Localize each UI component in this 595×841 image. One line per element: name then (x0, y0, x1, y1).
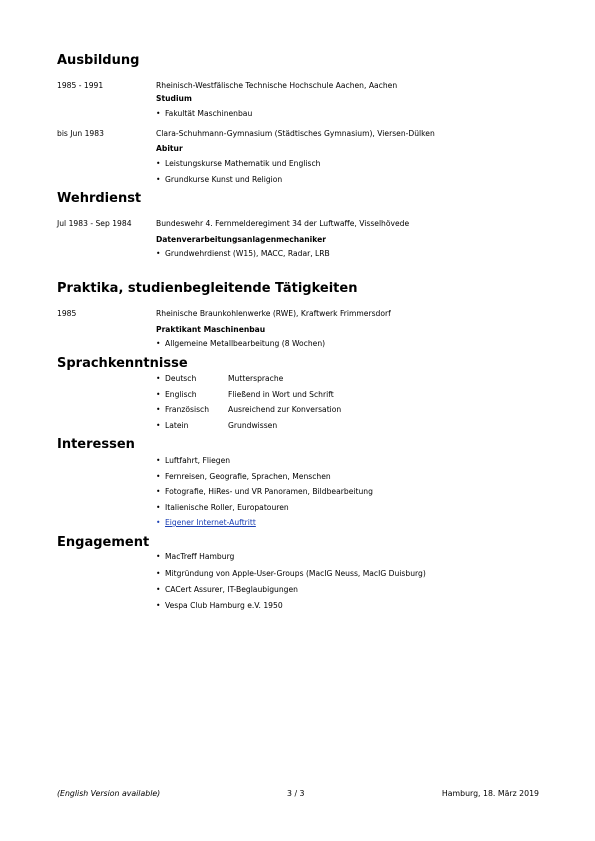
bullet-icon: • (156, 109, 161, 118)
entry-title: Praktikant Maschinenbau (156, 325, 266, 334)
language-level: Fließend in Wort und Schrift (228, 390, 334, 399)
bullet-icon: • (156, 249, 161, 258)
section-heading-engagement: Engagement (57, 535, 150, 550)
entry-title: Abitur (156, 144, 183, 153)
bullet-icon: • (156, 159, 161, 168)
entry-date: 1985 - 1991 (57, 81, 104, 90)
entry-date: 1985 (57, 309, 77, 318)
bullet-icon: • (156, 487, 161, 496)
bullet-icon: • (156, 518, 161, 527)
section-heading-praktika: Praktika, studienbegleitende Tätigkeiten (57, 281, 358, 296)
bullet-icon: • (156, 552, 161, 561)
bullet-icon: • (156, 601, 161, 610)
entry-date: bis Jun 1983 (57, 129, 104, 138)
section-heading-sprachkenntnisse: Sprachkenntnisse (57, 356, 188, 371)
entry-title: Datenverarbeitungsanlagenmechaniker (156, 235, 327, 244)
language-level: Grundwissen (228, 421, 278, 430)
language-level: Muttersprache (228, 374, 284, 383)
entry-institution: Rheinisch-Westfälische Technische Hochschule Aachen, Aachen (156, 81, 398, 90)
language-level: Ausreichend zur Konversation (228, 405, 342, 414)
entry-institution: Clara-Schuhmann-Gymnasium (Städtisches Gymnasium), Viersen-Dülken (156, 129, 435, 138)
bullet-icon: • (156, 339, 161, 348)
bullet-icon: • (156, 390, 161, 399)
bullet-icon: • (156, 585, 161, 594)
bullet-icon: • (156, 472, 161, 481)
bullet-icon: • (156, 503, 161, 512)
section-heading-interessen: Interessen (57, 437, 135, 452)
entry-institution: Rheinische Braunkohlenwerke (RWE), Kraftwerk Frimmersdorf (156, 309, 391, 318)
bullet-icon: • (156, 405, 161, 414)
bullet-icon: • (156, 421, 161, 430)
internet-link[interactable]: Eigener Internet-Auftritt (165, 518, 256, 527)
section-heading-wehrdienst: Wehrdienst (57, 191, 142, 206)
entry-title: Studium (156, 94, 192, 103)
footer-english-note: (English Version available) (57, 789, 161, 798)
section-heading-ausbildung: Ausbildung (57, 53, 140, 68)
bullet-icon: • (156, 175, 161, 184)
entry-institution: Bundeswehr 4. Fernmelderegiment 34 der Luftwaffe, Visselhövede (156, 219, 410, 228)
bullet-icon: • (156, 374, 161, 383)
bullet-icon: • (156, 456, 161, 465)
bullet-icon: • (156, 569, 161, 578)
entry-date: Jul 1983 - Sep 1984 (57, 219, 132, 228)
footer-date: Hamburg, 18. März 2019 (441, 789, 539, 798)
page-number: 3 / 3 (287, 789, 305, 798)
